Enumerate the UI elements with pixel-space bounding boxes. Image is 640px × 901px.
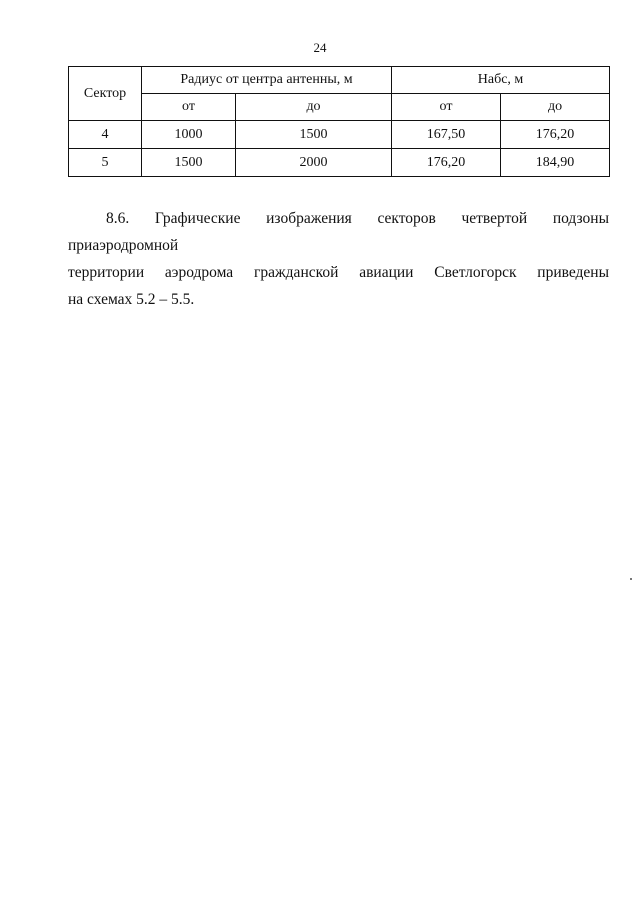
page-number: 24	[313, 40, 327, 55]
scan-artifact	[630, 578, 632, 580]
paragraph-line: 8.6. Графические изображения секторов четвертой подзоны приаэродромной	[68, 210, 609, 254]
cell-sector: 4	[69, 121, 142, 149]
table-row	[69, 121, 610, 149]
table-subheader-row	[69, 94, 610, 121]
cell-habs-to: 176,20	[501, 121, 610, 149]
header-radius-to: до	[236, 94, 392, 121]
cell-radius-to: 1500	[236, 121, 392, 149]
header-habs-from: от	[392, 94, 501, 121]
cell-radius-from: 1000	[142, 121, 236, 149]
cell-habs-to: 184,90	[501, 149, 610, 177]
body-paragraph	[68, 205, 609, 313]
header-sector: Сектор	[69, 67, 142, 121]
sector-table	[68, 66, 610, 177]
cell-radius-to: 2000	[236, 149, 392, 177]
cell-habs-from: 176,20	[392, 149, 501, 177]
table-row	[69, 149, 610, 177]
cell-habs-from: 167,50	[392, 121, 501, 149]
cell-sector: 5	[69, 149, 142, 177]
cell-radius-from: 1500	[142, 149, 236, 177]
header-habs-to: до	[501, 94, 610, 121]
header-radius-from: от	[142, 94, 236, 121]
header-habs: Набс, м	[392, 67, 610, 94]
table-header-row	[69, 67, 610, 94]
paragraph-line: территории аэродрома гражданской авиации Светлогорск приведены	[68, 264, 609, 281]
header-radius: Радиус от центра антенны, м	[142, 67, 392, 94]
paragraph-line: на схемах 5.2 – 5.5.	[68, 291, 195, 308]
